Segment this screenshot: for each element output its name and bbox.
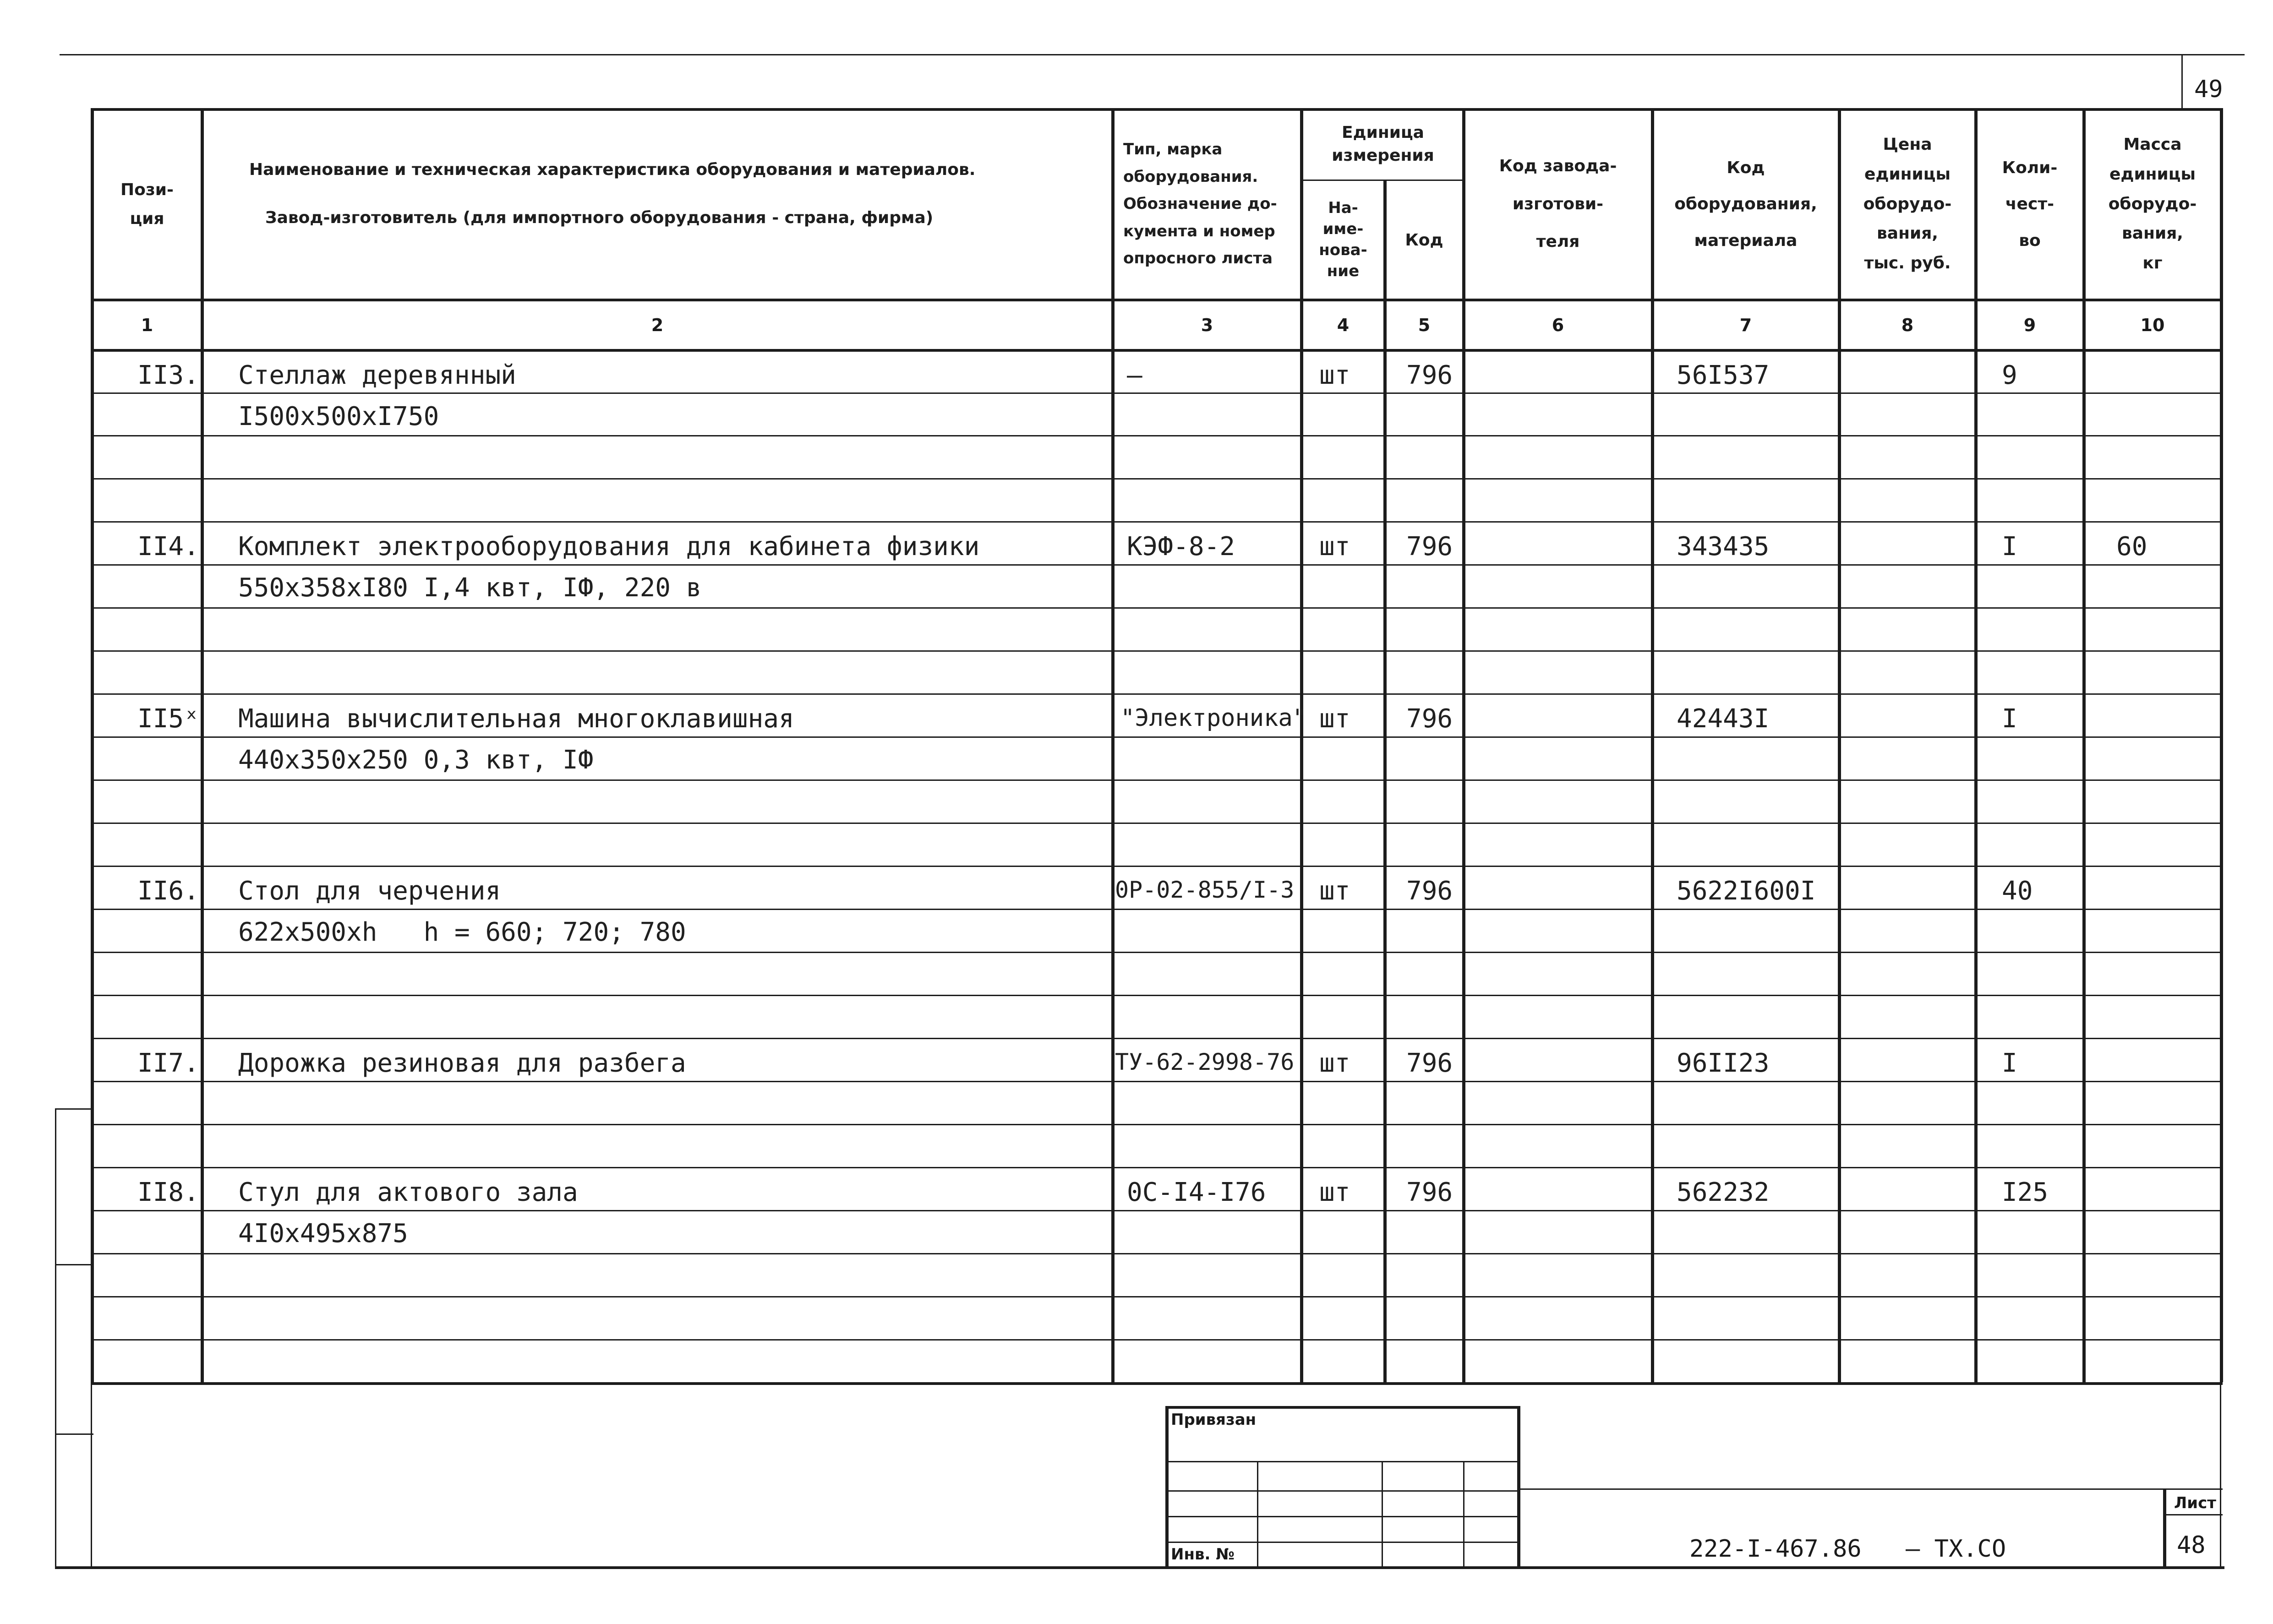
col-line-9	[2082, 108, 2086, 1382]
header-plant-code: Код завода- изготови- теля	[1499, 156, 1617, 251]
row-line	[91, 435, 2223, 436]
row-line	[91, 736, 2223, 738]
row-line	[91, 995, 2223, 996]
row-unit: шт	[1319, 876, 1350, 906]
page-number: 49	[2194, 76, 2223, 103]
row-line	[91, 823, 2223, 824]
row-line	[91, 1253, 2223, 1254]
row-position: II4.	[137, 532, 199, 561]
row-unit-code: 796	[1406, 360, 1453, 390]
colnum-3: 3	[1201, 315, 1213, 335]
col-line-left	[91, 108, 94, 1382]
colnum-1: 1	[141, 315, 153, 335]
header-type: Тип, марка оборудования. Обозначение до- кумента и номер опросного листа	[1123, 140, 1277, 268]
row-line	[91, 1339, 2223, 1341]
row-name-detail: 440x350x250 0,3 квт, IФ	[238, 745, 594, 775]
header-unit-mass: Масса единицы оборудо- вания, кг	[2108, 135, 2197, 273]
row-name: Стул для актового зала	[238, 1177, 578, 1207]
colnum-8: 8	[1901, 315, 1914, 335]
row-type: КЭФ-8-2	[1127, 532, 1235, 561]
stamp-line-2	[1165, 1490, 1519, 1492]
page-number-box-left	[2181, 54, 2183, 109]
row-type: –	[1127, 360, 1142, 390]
row-line	[91, 392, 2223, 394]
colnum-bottom-line	[91, 349, 2223, 352]
row-line	[91, 1081, 2223, 1082]
header-equipment-code: Код оборудования, материала	[1674, 158, 1817, 250]
col-line-right	[2220, 108, 2223, 1382]
stamp-col-2	[1382, 1461, 1383, 1566]
row-qty: I	[2002, 1048, 2017, 1078]
colnum-9: 9	[2023, 315, 2036, 335]
row-name-detail: 4I0x495x875	[238, 1219, 408, 1248]
row-line	[91, 478, 2223, 480]
row-qty: I	[2002, 532, 2017, 561]
row-name-detail: 622x500xh h = 660; 720; 780	[238, 917, 686, 947]
row-name-detail: 550x358xI80 I,4 квт, IФ, 220 в	[238, 573, 702, 603]
row-line	[91, 607, 2223, 609]
frame-bottom	[55, 1566, 2224, 1569]
colnum-10: 10	[2140, 315, 2165, 335]
row-qty: 40	[2002, 876, 2033, 906]
row-unit-code: 796	[1406, 532, 1453, 561]
col-line-6	[1651, 108, 1654, 1382]
sheet-box-divider	[2163, 1514, 2223, 1515]
colnum-2: 2	[651, 315, 664, 335]
row-unit: шт	[1319, 704, 1350, 734]
col-line-8	[1974, 108, 1978, 1382]
row-unit: шт	[1319, 532, 1350, 561]
frame-right-lower	[2220, 1382, 2221, 1566]
row-unit: шт	[1319, 360, 1350, 390]
header-name-line2: Завод-изготовитель (для импортного оборудования - страна, фирма)	[265, 208, 934, 227]
header-unit-name: На- име- нова- ние	[1319, 199, 1367, 280]
binding-strip-top	[55, 1108, 93, 1110]
header-unit-group: Единица измерения	[1332, 123, 1434, 165]
binding-strip-mark	[55, 1264, 93, 1265]
row-name: Комплект электрооборудования для кабинета физики	[238, 532, 980, 561]
title-block-line	[1517, 1488, 2223, 1490]
colnum-7: 7	[1739, 315, 1752, 335]
row-name: Стеллаж деревянный	[238, 360, 516, 390]
row-line	[91, 909, 2223, 910]
col-line-7	[1838, 108, 1841, 1382]
sheet-box-left	[2163, 1488, 2166, 1567]
row-code: 562232	[1677, 1177, 1770, 1207]
col-line-3	[1300, 108, 1303, 1382]
row-qty: I	[2002, 704, 2017, 734]
row-name: Дорожка резиновая для разбега	[238, 1048, 686, 1078]
row-line	[91, 1167, 2223, 1168]
row-qty: I25	[2002, 1177, 2049, 1207]
col-line-1	[201, 108, 204, 1382]
row-code: 56I537	[1677, 360, 1770, 390]
row-name-detail: I500x500xI750	[238, 402, 439, 431]
stamp-line-4	[1165, 1542, 1519, 1543]
row-unit-code: 796	[1406, 704, 1453, 734]
stamp-right	[1517, 1406, 1520, 1567]
row-line	[91, 650, 2223, 652]
col-line-4	[1383, 180, 1387, 1382]
row-line	[91, 564, 2223, 566]
document-suffix: – ТХ.СО	[1906, 1535, 2006, 1563]
row-type: 0Р-02-855/I-3	[1115, 877, 1295, 903]
header-quantity: Коли- чест- во	[2002, 158, 2058, 250]
colnum-5: 5	[1418, 315, 1431, 335]
stamp-left	[1165, 1406, 1169, 1567]
colnum-6: 6	[1552, 315, 1564, 335]
row-code: 42443I	[1677, 704, 1770, 734]
binding-strip-line	[55, 1108, 56, 1566]
col-line-2	[1111, 108, 1115, 1382]
row-line	[91, 521, 2223, 523]
row-line	[91, 1038, 2223, 1039]
stamp-line-1	[1165, 1461, 1519, 1462]
row-line	[91, 1124, 2223, 1125]
row-code: 343435	[1677, 532, 1770, 561]
header-unit-code: Код	[1405, 230, 1443, 250]
header-unit-price: Цена единицы оборудо- вания, тыс. руб.	[1863, 135, 1952, 273]
row-position: II8.	[137, 1177, 199, 1207]
row-unit-code: 796	[1406, 876, 1453, 906]
frame-left-lower	[91, 1382, 92, 1566]
stamp-col-1	[1257, 1461, 1258, 1566]
row-position: II7.	[137, 1048, 199, 1078]
row-line	[91, 952, 2223, 953]
row-type: ТУ-62-2998-76	[1115, 1049, 1295, 1075]
row-name: Машина вычислительная многоклавишная	[238, 704, 794, 734]
row-type: 0С-I4-I76	[1127, 1177, 1266, 1207]
top-rule	[60, 54, 2245, 55]
row-line	[91, 1210, 2223, 1211]
row-position: II3.	[137, 360, 199, 390]
row-line	[91, 866, 2223, 867]
row-line	[91, 779, 2223, 781]
row-code: 96II23	[1677, 1048, 1770, 1078]
stamp-line-3	[1165, 1516, 1519, 1517]
row-mass: 60	[2116, 532, 2147, 561]
row-position: II5ˣ	[137, 704, 199, 734]
sheet-label: Лист	[2174, 1494, 2216, 1512]
binding-strip-mark2	[55, 1433, 93, 1435]
row-unit: шт	[1319, 1177, 1350, 1207]
row-qty: 9	[2002, 360, 2017, 390]
stamp-top	[1165, 1406, 1519, 1409]
header-name-line1: Наименование и техническая характеристика оборудования и материалов.	[249, 160, 976, 179]
row-unit-code: 796	[1406, 1177, 1453, 1207]
row-line	[91, 693, 2223, 695]
document-code: 222-I-467.86	[1689, 1535, 1862, 1563]
stamp-col-3	[1463, 1461, 1464, 1566]
row-position: II6.	[137, 876, 199, 906]
stamp-attached-label: Привязан	[1171, 1411, 1257, 1429]
col-line-5	[1462, 108, 1465, 1382]
row-unit: шт	[1319, 1048, 1350, 1078]
stamp-inv-label: Инв. №	[1171, 1545, 1235, 1564]
sheet-number: 48	[2177, 1531, 2206, 1559]
row-name: Стол для черчения	[238, 876, 501, 906]
colnum-4: 4	[1337, 315, 1350, 335]
unit-subheader-line	[1302, 180, 1464, 181]
header-position: Пози- ция	[120, 180, 174, 228]
row-type: "Электроника"	[1120, 704, 1307, 732]
row-line	[91, 1296, 2223, 1297]
row-code: 5622I600I	[1677, 876, 1816, 906]
table-bottom-border	[91, 1382, 2223, 1385]
row-unit-code: 796	[1406, 1048, 1453, 1078]
